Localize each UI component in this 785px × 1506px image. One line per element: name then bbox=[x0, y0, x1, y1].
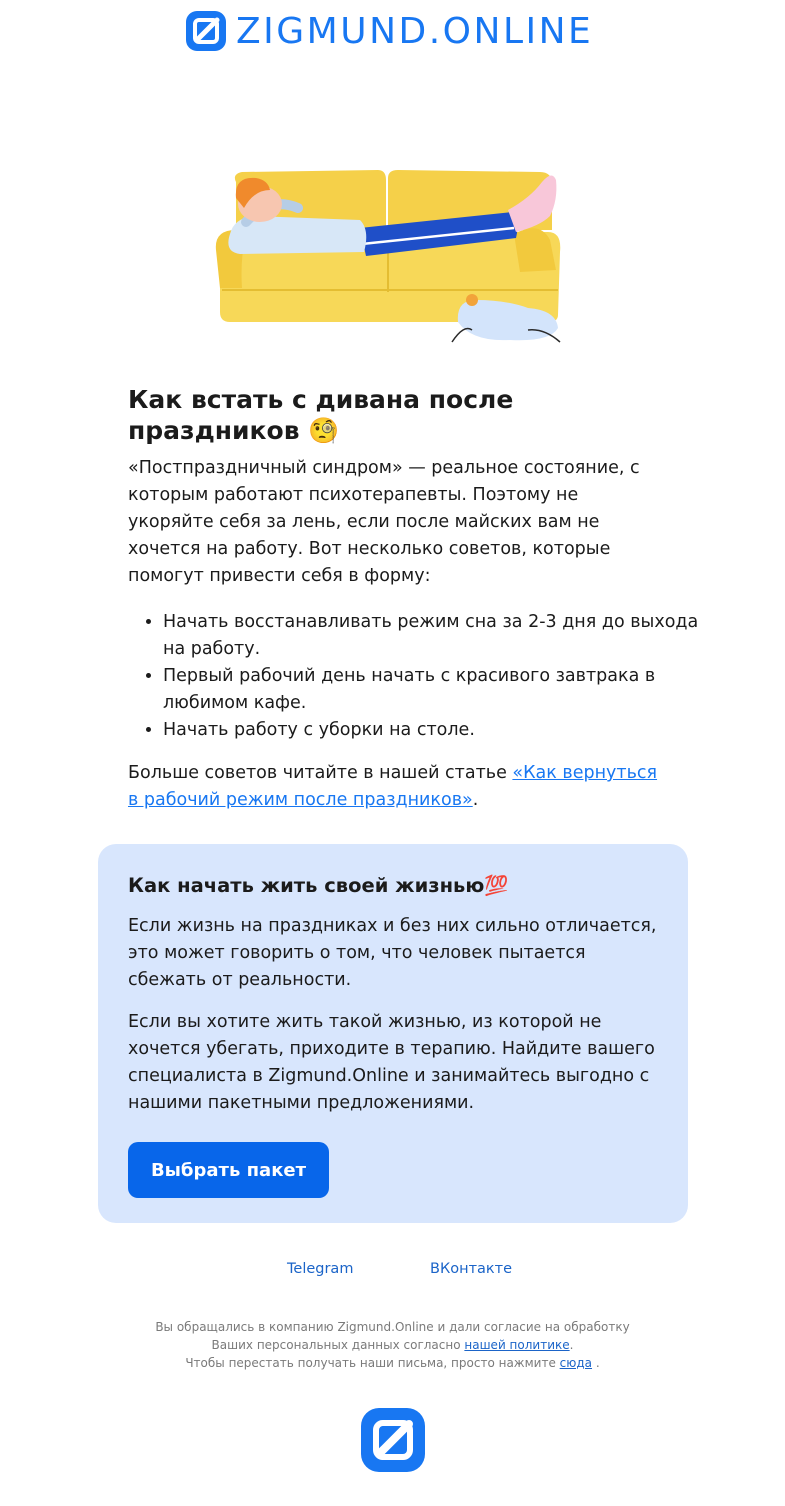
footer-legal bbox=[140, 1318, 645, 1372]
consent-text: Вы обращались в компанию Zigmund.Online и дали согласие на обработку Ваших персональных данных согласно bbox=[155, 1320, 630, 1352]
article-link[interactable]: «Как вернуться в рабочий режим после праздников» bbox=[128, 763, 658, 810]
zigmund-logo-icon[interactable] bbox=[361, 1408, 425, 1472]
list-item: • Первый рабочий день начать с красивого завтрака в любимом кафе. bbox=[163, 663, 703, 717]
card-title-text: Как начать жить своей жизнью bbox=[128, 874, 485, 897]
consent-text-end: . bbox=[569, 1338, 574, 1352]
card-paragraph-2: Если вы хотите жить такой жизнью, из которой не хочется убегать, приходите в терапию. Найдите вашего специалиста в Zigmund.Online и занимайтесь выгодно с нашими пакетными предложениями. bbox=[128, 1012, 655, 1113]
brand-name[interactable]: ZIGMUND.ONLINE bbox=[236, 11, 594, 52]
choose-package-button[interactable]: Выбрать пакет bbox=[128, 1142, 329, 1198]
card-title bbox=[128, 872, 509, 900]
card-paragraph-1: Если жизнь на праздниках и без них сильно отличается, это может говорить о том, что человек пытается сбежать от реальности. bbox=[128, 916, 657, 990]
more-tips-suffix: . bbox=[472, 790, 479, 810]
hundred-points-icon: 💯 bbox=[484, 874, 509, 897]
face-with-monocle-icon: 🧐 bbox=[308, 416, 340, 445]
article-title bbox=[128, 384, 668, 446]
vk-link[interactable]: ВКонтакте bbox=[430, 1261, 513, 1277]
telegram-link[interactable]: Telegram bbox=[287, 1261, 354, 1277]
header bbox=[0, 10, 785, 54]
list-item: • Начать восстанавливать режим сна за 2-3 дня до выхода на работу. bbox=[163, 609, 703, 663]
therapy-promo-card bbox=[98, 844, 688, 1223]
more-tips-prefix: Больше советов читайте в нашей статье bbox=[128, 763, 513, 783]
tips-list bbox=[128, 609, 703, 744]
unsubscribe-text: Чтобы перестать получать наши письма, просто нажмите bbox=[185, 1356, 560, 1370]
more-tips-text bbox=[128, 760, 668, 814]
article-intro: «Постпраздничный синдром» — реальное состояние, с которым работают психотерапевты. Поэтому не укоряйте себя за лень, если после майских вам не хочется на работу. Вот несколько советов, которые помогут привести себя в форму: bbox=[128, 458, 640, 586]
unsubscribe-text-end: . bbox=[592, 1356, 600, 1370]
list-item: • Начать работу с уборки на столе. bbox=[163, 717, 703, 744]
article-title-text: Как встать с дивана после праздников bbox=[128, 385, 514, 445]
privacy-policy-link[interactable]: нашей политике bbox=[464, 1338, 570, 1352]
zigmund-logo-icon[interactable] bbox=[186, 11, 226, 51]
unsubscribe-link[interactable]: сюда bbox=[559, 1356, 593, 1370]
sofa-illustration bbox=[210, 160, 575, 350]
